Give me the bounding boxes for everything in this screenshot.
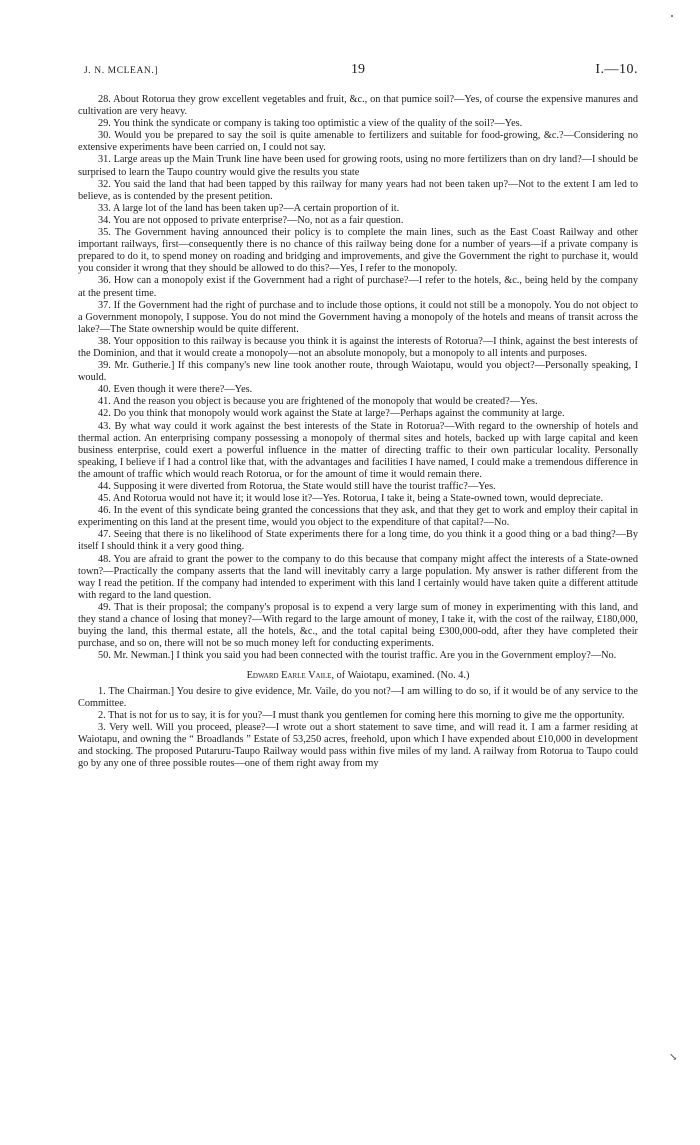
vaile-question-2: 2. That is not for us to say, it is for you?—I must thank you gentlemen for coming here this morning to give me the opportunity. bbox=[98, 709, 625, 721]
body-text bbox=[78, 94, 638, 770]
question-40: 40. Even though it were there?—Yes. bbox=[98, 384, 253, 396]
question-29: 29. You think the syndicate or company is taking too optimistic a view of the quality of the soil?—Yes. bbox=[98, 118, 523, 130]
question-39: 39. Mr. Gutherie.] If this company's new line took another route, through Waiotapu, would you object?—Personally speaking, I would. bbox=[78, 360, 638, 384]
question-36: 36. How can a monopoly exist if the Government had a right of purchase?—I refer to the hotels, &c., being held by the company at the present time. bbox=[78, 275, 638, 299]
question-49: 49. That is their proposal; the company's proposal is to expend a very large sum of money in experimenting with this land, and they stand a chance of losing that money?—With regard to the large amount of money, I take it, with the cost of the railway, £180,000, buying the land, this thermal estate, all the hotels, &c., and the total capital being £300,000-odd, after they have completed their purchase, and so on, there will not be so much money left for conducting experiments. bbox=[78, 601, 638, 650]
question-30: 30. Would you be prepared to say the soil is quite amenable to fertilizers and suitable for food-growing, &c.?—Considering no extensive experiments have been carried on, I could not say. bbox=[78, 130, 638, 154]
question-50: 50. Mr. Newman.] I think you said you had been connected with the tourist traffic. Are you in the Government employ?—No. bbox=[98, 650, 617, 662]
question-43: 43. By what way could it work against the best interests of the State in Rotorua?—With regard to the ownership of hotels and thermal action. An enterprising company possessing a monopoly of thermal sites and hotels, backed up with large capital and keen business enterprise, could exert a powerful influence in the matter of directing traffic to their own particular locality. Personally speaking, I believe if I had a control like that, with the advantages and facilities I have named, I could make a tremendous difference in the amount of traffic which would reach Rotorua, or for the amount of time it would remain there. bbox=[78, 420, 638, 480]
page-header bbox=[78, 62, 638, 84]
vaile-question-1: 1. The Chairman.] You desire to give evidence, Mr. Vaile, do you not?—I am willing to do so, if it would be of any service to the Committee. bbox=[78, 685, 638, 709]
document-page bbox=[78, 62, 638, 770]
document-reference: I.—10. bbox=[595, 62, 638, 77]
question-33: 33. A large lot of the land has been taken up?—A certain proportion of it. bbox=[98, 202, 400, 214]
question-28: 28. About Rotorua they grow excellent vegetables and fruit, &c., on that pumice soil?—Yes, of course the expensive manures and cultivation are very heavy. bbox=[78, 94, 638, 118]
question-37: 37. If the Government had the right of purchase and to include those options, it could not still be a monopoly. You do not object to a Government monopoly, I suppose. You do not mind the Government having a monopoly of the hotels and means of transit across the lake?—The State ownership would be quite different. bbox=[78, 299, 638, 335]
question-44: 44. Supposing it were diverted from Rotorua, the State would still have the tourist traffic?—Yes. bbox=[98, 481, 496, 492]
question-38: 38. Your opposition to this railway is because you think it is against the interests of Rotorua?—I think, against the best interests of the Dominion, and that it would create a monopoly—not an absolute monopoly, but a monopoly to all intents and purposes. bbox=[78, 335, 638, 359]
question-42: 42. Do you think that monopoly would work against the State at large?—Perhaps against the community at large. bbox=[98, 408, 565, 420]
question-48: 48. You are afraid to grant the power to the company to do this because that company might affect the interests of a State-owned town?—Practically the company asserts that the land will inevitably carry a large population. My answer is rather different from the way I read the petition. If the company had intended to experiment with this land I certainly would have taken quite a different attitude with regard to the land question. bbox=[78, 553, 638, 601]
question-35: 35. The Government having announced their policy is to complete the main lines, such as the East Coast Railway and other important railways, first—consequently there is no chance of this railway being done for a number of years—if a private company is prepared to do it, to spend money on roading and bridging and improvements, and give the Government the right to purchase it, would you consider it wrong that they should be allowed to do this?—Yes, I refer to the monopoly. bbox=[78, 227, 638, 275]
witness-heading-rest: , of Waiotapu, examined. (No. 4.) bbox=[331, 670, 470, 682]
witness-name: Edward Earle Vaile bbox=[246, 670, 332, 682]
margin-mark: ↘ bbox=[669, 1052, 678, 1063]
question-46: 46. In the event of this syndicate being granted the concessions that they ask, and that they get to work and employ their capital in experimenting on this land at the present time, would you object to the expenditure of that capital?—No. bbox=[78, 505, 638, 529]
vaile-question-3: 3. Very well. Will you proceed, please?—I wrote out a short statement to save time, and will read it. I am a farmer residing at Waiotapu, and owning the “ Broadlands ” Estate of 53,250 acres, freehold, upon which I have expended about £10,000 in development and stocking. The proposed Putaruru-Taupo Railway would pass within five miles of my land. A railway from Rotorua to Taupo could go by any one of three possible routes—one of them right away from my bbox=[78, 721, 638, 770]
question-34: 34. You are not opposed to private enterprise?—No, not as a fair question. bbox=[98, 214, 404, 226]
question-32: 32. You said the land that had been tapped by this railway for many years had not been taken up?—Not to the extent I am led to believe, as is contended by the present petition. bbox=[78, 178, 638, 202]
margin-dot bbox=[671, 15, 673, 17]
question-31: 31. Large areas up the Main Trunk line have been used for growing roots, using no more fertilizers than on dry land?—I should be surprised to learn the Taupo country would give the results you state bbox=[78, 154, 638, 178]
question-45: 45. And Rotorua would not have it; it would lose it?—Yes. Rotorua, I take it, being a State-owned town, would depreciate. bbox=[98, 493, 604, 505]
question-47: 47. Seeing that there is no likelihood of State experiments there for a long time, do you think it a good thing or a bad thing?—By itself I should think it a very good thing. bbox=[78, 529, 638, 553]
question-41: 41. And the reason you object is because you are frightened of the monopoly that would be created?—Yes. bbox=[98, 396, 538, 408]
page-number: 19 bbox=[351, 62, 365, 77]
witness-heading bbox=[78, 670, 638, 682]
header-witness: J. N. MCLEAN.] bbox=[84, 66, 159, 76]
